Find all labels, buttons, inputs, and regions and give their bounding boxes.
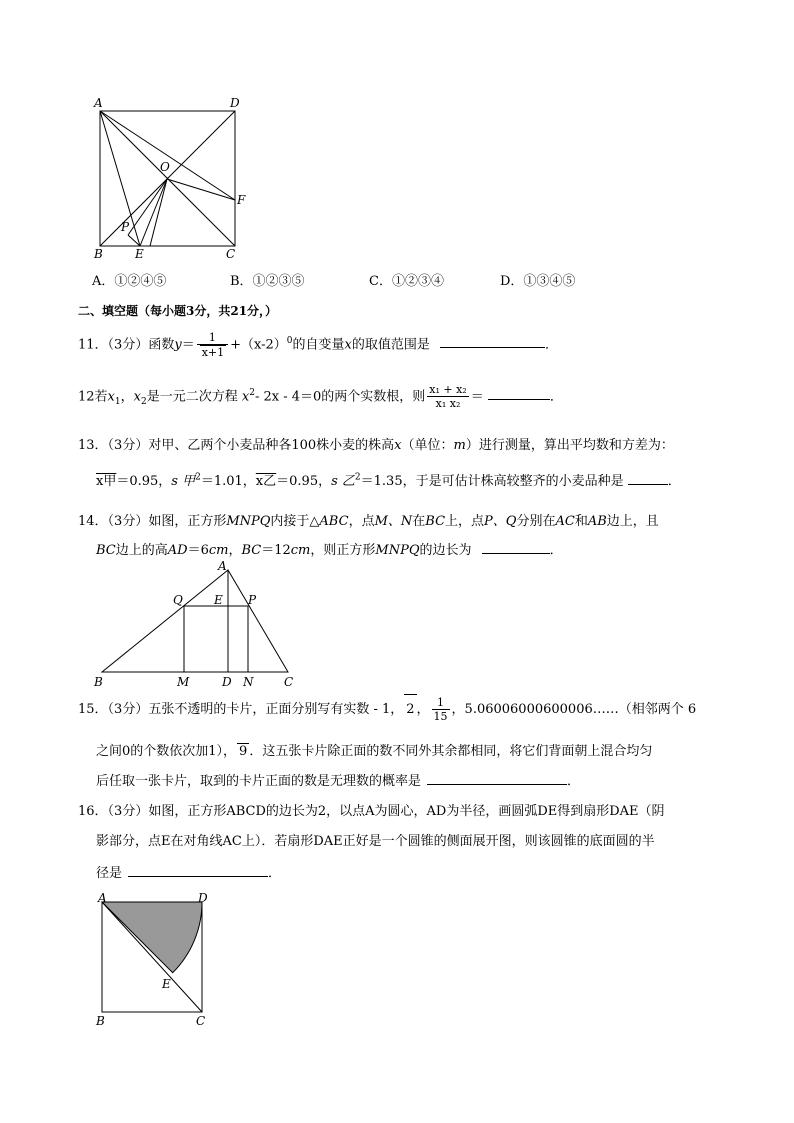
section-heading: 二、填空题（每小题3分，共21分，） bbox=[78, 304, 278, 318]
question-15-line2: 之间0的个数依次加1）， 9 ．这五张卡片除正面的数不同外其余都相同，将它们背面朝上混合均匀 bbox=[96, 744, 653, 759]
question-15-line1: 15．（3分）五张不透明的卡片，正面分别写有实数 - 1， 2 ， $\frac{1}{15}$ ，5.06006000600006……（相邻两个 6 bbox=[78, 696, 697, 723]
fig14-label-m: M bbox=[177, 675, 190, 689]
question-13-line1: 13．（3分）对甲、乙两个小麦品种各100株小麦的株高x（单位：m）进行测量，算出平均数和方差为： bbox=[78, 438, 674, 453]
question-14-line2: BC边上的高AD＝6cm，BC＝12cm，则正方形MNPQ的边长为 ． bbox=[96, 543, 563, 558]
figure-q16 bbox=[92, 890, 222, 1030]
q10-option-b: B．①②③⑤ bbox=[230, 274, 305, 289]
fig10-label-f: F bbox=[237, 193, 246, 207]
fig16-label-d: D bbox=[198, 891, 208, 905]
question-13-line2: x甲＝0.95，s 甲$^2$＝1.01，x乙＝0.95，s 乙$^2$＝1.35，于是可估计株高较整齐的小麦品种是 ． bbox=[96, 472, 681, 489]
q11-fraction: $\frac{1}{x+1}$ bbox=[197, 331, 228, 359]
fig10-label-e: E bbox=[135, 247, 144, 261]
q11-answer-blank bbox=[440, 335, 545, 348]
q14-answer-blank bbox=[482, 541, 550, 554]
fig14-label-n: N bbox=[243, 675, 254, 689]
question-11: 11．（3分）函数y＝ $\frac{1}{x+1}$ $+(x-2)^0$的自变量x的取值范围是 ． bbox=[78, 330, 559, 359]
q10-option-c: C．①②③④ bbox=[369, 274, 444, 289]
q10-option-a: A．①②④⑤ bbox=[92, 274, 167, 289]
fig14-label-d: D bbox=[222, 675, 232, 689]
figure-q10 bbox=[90, 95, 260, 265]
fig10-label-b: B bbox=[94, 247, 103, 261]
q10-option-d: D．①③④⑤ bbox=[500, 274, 576, 289]
question-15-line3: 后任取一张卡片，取到的卡片正面的数是无理数的概率是 ． bbox=[96, 774, 581, 789]
question-14-line1: 14．（3分）如图，正方形MNPQ内接于△ABC，点M、N在BC上，点P、Q分别在AC和AB边上，且 bbox=[78, 514, 659, 529]
q15-fraction: $\frac{1}{15}$ bbox=[433, 696, 448, 723]
q12-fraction: $\frac{\text{x₁ + x₂}}{\text{x₁ x₂}}$ bbox=[429, 383, 467, 411]
question-16-line1: 16．（3分）如图，正方形ABCD的边长为2，以点A为圆心，AD为半径，画圆弧DE得到扇形DAE（阴 bbox=[78, 804, 665, 819]
figure-q14 bbox=[90, 560, 300, 690]
fig16-label-c: C bbox=[196, 1014, 206, 1028]
fig14-label-q: Q bbox=[173, 593, 183, 607]
fig14-label-b: B bbox=[94, 675, 103, 689]
fig14-label-e: E bbox=[214, 593, 223, 607]
q12-answer-blank bbox=[488, 387, 550, 400]
question-16-line3: 径是 ． bbox=[96, 866, 282, 881]
fig10-label-a: A bbox=[94, 96, 103, 110]
fig14-label-p: P bbox=[248, 593, 257, 607]
fig16-label-b: B bbox=[96, 1014, 105, 1028]
fig10-label-o: O bbox=[160, 160, 170, 174]
q16-answer-blank bbox=[128, 864, 268, 877]
fig14-label-c: C bbox=[284, 675, 294, 689]
fig10-label-p: P bbox=[121, 220, 130, 234]
fig10-label-d: D bbox=[230, 96, 240, 110]
q13-answer-blank bbox=[628, 472, 668, 485]
q15-answer-blank bbox=[427, 772, 567, 785]
fig14-label-a: A bbox=[218, 560, 227, 573]
question-12: 12若$x_1$，$x_2$是一元二次方程 $x^2-$ 2x - 4＝0的两个实数根，则 $\frac{\text{x₁ + x₂}}{\text{x₁ x₂}}$ ＝ ． bbox=[78, 383, 563, 411]
fig16-label-a: A bbox=[98, 891, 107, 905]
fig16-label-e: E bbox=[162, 977, 171, 991]
fig10-label-c: C bbox=[226, 247, 236, 261]
question-16-line2: 影部分，点E在对角线AC上）．若扇形DAE正好是一个圆锥的侧面展开图，则该圆锥的底面圆的半 bbox=[96, 834, 655, 849]
